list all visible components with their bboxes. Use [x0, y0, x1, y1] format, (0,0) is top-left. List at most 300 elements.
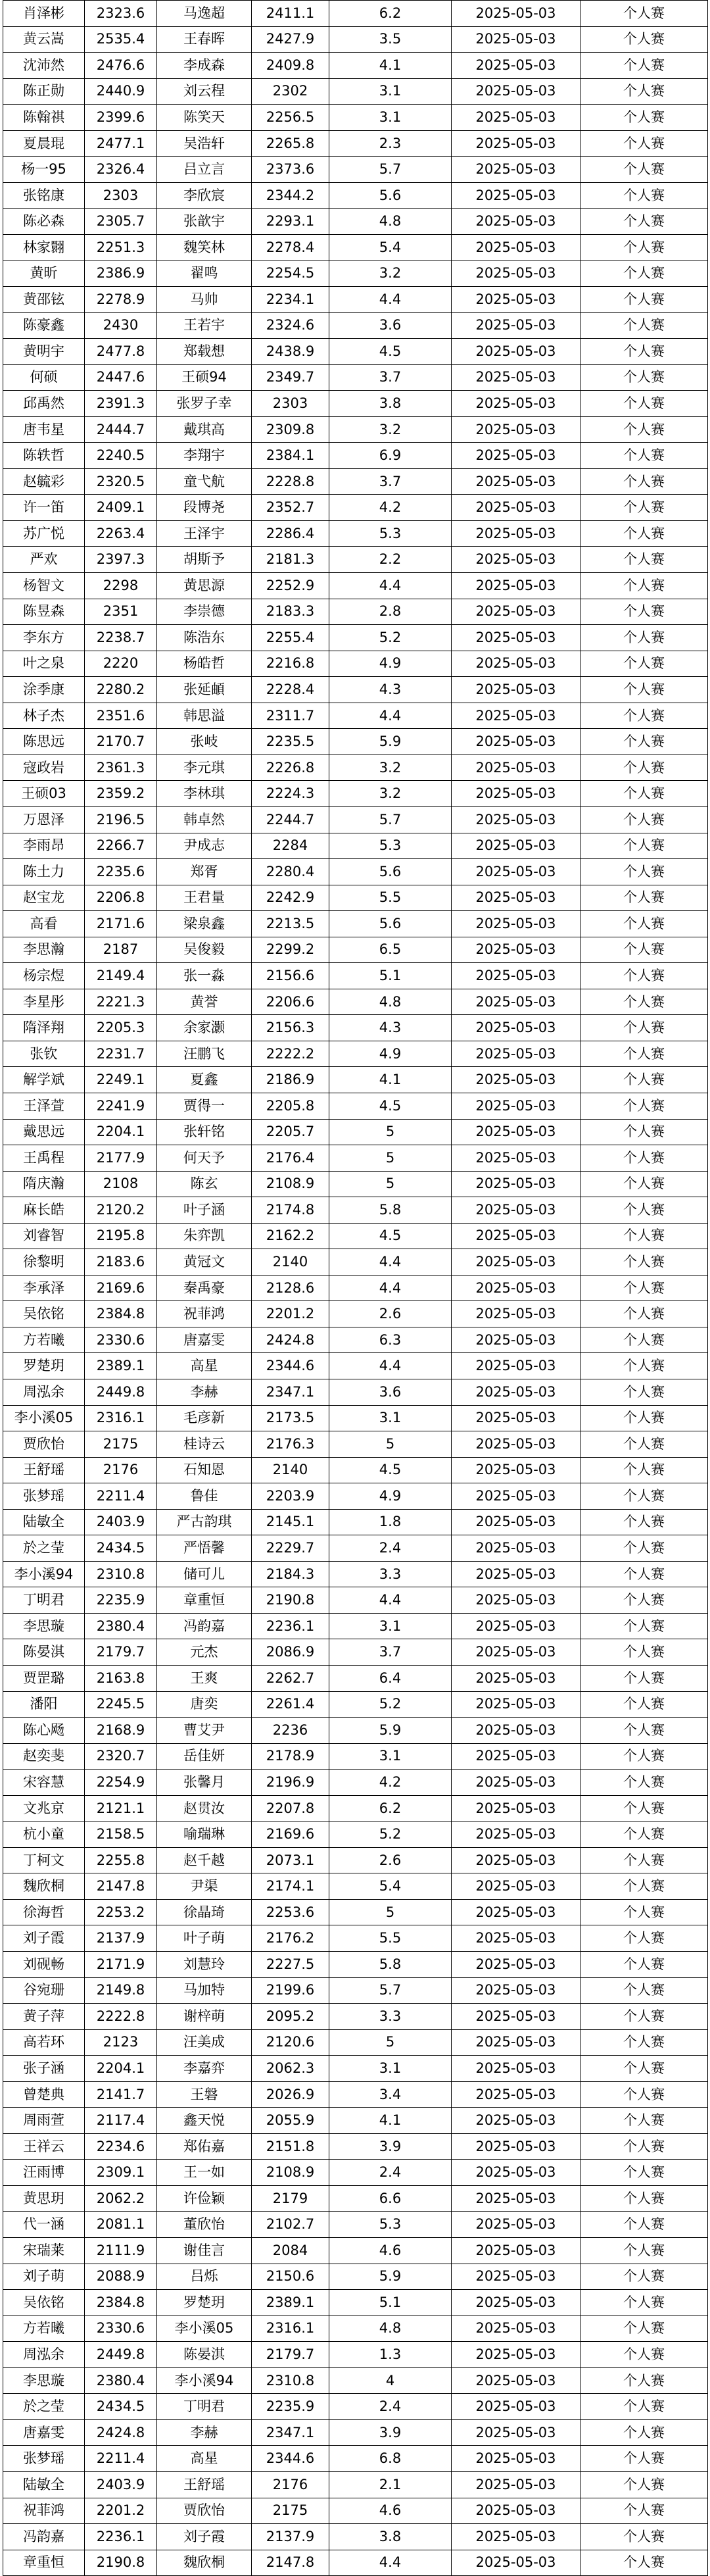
player-b-rating-cell: 2302 — [252, 78, 329, 105]
player-a-name-cell: 吴依铭 — [3, 2290, 85, 2316]
player-a-name-cell: 李思璇 — [3, 2367, 85, 2394]
table-row — [3, 2419, 708, 2446]
player-a-name-cell: 周雨萱 — [3, 2108, 85, 2134]
player-b-rating-cell: 2389.1 — [252, 2290, 329, 2316]
player-a-rating-cell: 2397.3 — [85, 547, 157, 573]
match-date-cell: 2025-05-03 — [452, 1145, 580, 1172]
table-row — [3, 1666, 708, 1692]
player-b-name-cell: 汪鹏飞 — [157, 1041, 252, 1067]
match-type-cell: 个人赛 — [580, 599, 708, 625]
match-date-cell: 2025-05-03 — [452, 2004, 580, 2030]
table-row — [3, 2550, 708, 2576]
match-type-cell: 个人赛 — [580, 1587, 708, 1614]
player-b-name-cell: 李嘉弈 — [157, 2056, 252, 2082]
player-b-rating-cell: 2227.5 — [252, 1952, 329, 1978]
player-b-name-cell: 王一如 — [157, 2160, 252, 2186]
player-b-name-cell: 董欣怡 — [157, 2212, 252, 2238]
player-a-rating-cell: 2195.8 — [85, 1223, 157, 1249]
player-a-rating-cell: 2147.8 — [85, 1873, 157, 1900]
player-b-name-cell: 谢梓萌 — [157, 2004, 252, 2030]
player-a-rating-cell: 2201.2 — [85, 2498, 157, 2524]
player-a-rating-cell: 2266.7 — [85, 833, 157, 859]
match-date-cell: 2025-05-03 — [452, 1353, 580, 1379]
player-b-name-cell: 李元琪 — [157, 755, 252, 781]
player-a-rating-cell: 2303 — [85, 182, 157, 209]
player-a-rating-cell: 2278.9 — [85, 287, 157, 313]
player-a-name-cell: 汪雨博 — [3, 2160, 85, 2186]
player-a-rating-cell: 2255.8 — [85, 1847, 157, 1873]
score-cell: 3.1 — [329, 78, 452, 105]
player-a-rating-cell: 2169.6 — [85, 1275, 157, 1301]
player-b-name-cell: 叶子涵 — [157, 1197, 252, 1224]
player-a-name-cell: 陆敏全 — [3, 1509, 85, 1535]
match-date-cell: 2025-05-03 — [452, 2498, 580, 2524]
table-row — [3, 260, 708, 287]
table-row — [3, 833, 708, 859]
table-row — [3, 911, 708, 937]
table-row — [3, 105, 708, 131]
match-date-cell: 2025-05-03 — [452, 2264, 580, 2290]
match-type-cell: 个人赛 — [580, 1457, 708, 1483]
match-type-cell: 个人赛 — [580, 2550, 708, 2576]
match-type-cell: 个人赛 — [580, 2524, 708, 2550]
player-b-rating-cell: 2310.8 — [252, 2367, 329, 2394]
match-date-cell: 2025-05-03 — [452, 989, 580, 1015]
score-cell: 4.4 — [329, 1353, 452, 1379]
player-b-name-cell: 陈浩东 — [157, 625, 252, 651]
table-row — [3, 2029, 708, 2056]
player-a-name-cell: 陈心飏 — [3, 1718, 85, 1744]
player-a-name-cell: 林子杰 — [3, 703, 85, 729]
table-row — [3, 182, 708, 209]
player-b-name-cell: 郑佑嘉 — [157, 2133, 252, 2160]
player-b-rating-cell: 2373.6 — [252, 157, 329, 183]
table-row — [3, 1171, 708, 1197]
player-b-name-cell: 黄思源 — [157, 573, 252, 599]
player-b-name-cell: 高星 — [157, 2446, 252, 2472]
table-row — [3, 1431, 708, 1458]
player-b-rating-cell: 2262.7 — [252, 1666, 329, 1692]
match-type-cell: 个人赛 — [580, 1379, 708, 1405]
player-a-rating-cell: 2424.8 — [85, 2419, 157, 2446]
player-b-rating-cell: 2280.4 — [252, 859, 329, 885]
player-a-name-cell: 唐韦星 — [3, 416, 85, 443]
match-date-cell: 2025-05-03 — [452, 182, 580, 209]
player-b-rating-cell: 2173.5 — [252, 1405, 329, 1431]
player-a-rating-cell: 2298 — [85, 573, 157, 599]
player-b-rating-cell: 2206.6 — [252, 989, 329, 1015]
player-a-rating-cell: 2409.1 — [85, 495, 157, 521]
table-row — [3, 937, 708, 963]
player-a-rating-cell: 2108 — [85, 1171, 157, 1197]
player-b-name-cell: 岳佳妍 — [157, 1743, 252, 1770]
player-b-name-cell: 王磐 — [157, 2081, 252, 2108]
player-a-name-cell: 夏晨琨 — [3, 130, 85, 157]
player-a-name-cell: 周泓余 — [3, 1379, 85, 1405]
match-date-cell: 2025-05-03 — [452, 1821, 580, 1848]
score-cell: 4.5 — [329, 1457, 452, 1483]
match-date-cell: 2025-05-03 — [452, 1249, 580, 1276]
match-type-cell: 个人赛 — [580, 703, 708, 729]
table-row — [3, 1899, 708, 1925]
player-b-name-cell: 胡斯予 — [157, 547, 252, 573]
table-row — [3, 547, 708, 573]
match-type-cell: 个人赛 — [580, 53, 708, 79]
player-a-name-cell: 沈沛然 — [3, 53, 85, 79]
match-date-cell: 2025-05-03 — [452, 495, 580, 521]
match-type-cell: 个人赛 — [580, 729, 708, 755]
player-a-name-cell: 黄子萍 — [3, 2004, 85, 2030]
player-b-name-cell: 鑫天悦 — [157, 2108, 252, 2134]
table-row — [3, 2471, 708, 2498]
table-row — [3, 1249, 708, 1276]
player-b-rating-cell: 2234.1 — [252, 287, 329, 313]
player-b-name-cell: 储可儿 — [157, 1561, 252, 1587]
player-b-name-cell: 唐奕 — [157, 1691, 252, 1718]
player-a-name-cell: 戴思远 — [3, 1119, 85, 1145]
table-row — [3, 625, 708, 651]
table-row — [3, 1770, 708, 1796]
score-cell: 4.5 — [329, 339, 452, 365]
table-row — [3, 1952, 708, 1978]
match-type-cell: 个人赛 — [580, 391, 708, 417]
player-b-name-cell: 郑胥 — [157, 859, 252, 885]
score-cell: 5.3 — [329, 520, 452, 547]
table-row — [3, 443, 708, 469]
match-date-cell: 2025-05-03 — [452, 625, 580, 651]
table-row — [3, 1275, 708, 1301]
player-b-rating-cell: 2181.3 — [252, 547, 329, 573]
player-a-rating-cell: 2120.2 — [85, 1197, 157, 1224]
table-row — [3, 2342, 708, 2368]
table-row — [3, 599, 708, 625]
player-b-name-cell: 童弋航 — [157, 468, 252, 495]
match-type-cell: 个人赛 — [580, 1483, 708, 1510]
player-a-rating-cell: 2238.7 — [85, 625, 157, 651]
match-date-cell: 2025-05-03 — [452, 1925, 580, 1952]
match-date-cell: 2025-05-03 — [452, 833, 580, 859]
player-a-name-cell: 谷宛珊 — [3, 1977, 85, 2004]
player-a-rating-cell: 2386.9 — [85, 260, 157, 287]
score-cell: 5 — [329, 1899, 452, 1925]
score-cell: 5 — [329, 1171, 452, 1197]
player-a-name-cell: 王硕03 — [3, 781, 85, 807]
table-row — [3, 2367, 708, 2394]
match-date-cell: 2025-05-03 — [452, 937, 580, 963]
table-row — [3, 2004, 708, 2030]
player-a-rating-cell: 2389.1 — [85, 1353, 157, 1379]
match-date-cell: 2025-05-03 — [452, 1171, 580, 1197]
player-b-name-cell: 贾欣怡 — [157, 2498, 252, 2524]
match-date-cell: 2025-05-03 — [452, 2029, 580, 2056]
table-row — [3, 157, 708, 183]
player-b-name-cell: 张一淼 — [157, 963, 252, 989]
player-b-rating-cell: 2184.3 — [252, 1561, 329, 1587]
player-b-name-cell: 夏鑫 — [157, 1067, 252, 1093]
match-type-cell: 个人赛 — [580, 1666, 708, 1692]
player-a-rating-cell: 2440.9 — [85, 78, 157, 105]
player-b-rating-cell: 2344.6 — [252, 2446, 329, 2472]
player-a-name-cell: 苏广悦 — [3, 520, 85, 547]
match-date-cell: 2025-05-03 — [452, 260, 580, 287]
player-a-rating-cell: 2222.8 — [85, 2004, 157, 2030]
table-row — [3, 1795, 708, 1821]
match-type-cell: 个人赛 — [580, 1301, 708, 1327]
match-date-cell: 2025-05-03 — [452, 1795, 580, 1821]
player-b-rating-cell: 2095.2 — [252, 2004, 329, 2030]
score-cell: 2.4 — [329, 1535, 452, 1562]
score-cell: 4.8 — [329, 209, 452, 235]
score-cell: 4.3 — [329, 1015, 452, 1041]
player-a-rating-cell: 2205.3 — [85, 1015, 157, 1041]
player-a-name-cell: 严欢 — [3, 547, 85, 573]
player-a-rating-cell: 2434.5 — [85, 1535, 157, 1562]
player-b-name-cell: 何天予 — [157, 1145, 252, 1172]
player-b-name-cell: 朱弈凯 — [157, 1223, 252, 1249]
match-date-cell: 2025-05-03 — [452, 1223, 580, 1249]
score-cell: 3.9 — [329, 2133, 452, 2160]
match-type-cell: 个人赛 — [580, 1275, 708, 1301]
score-cell: 3.4 — [329, 2081, 452, 2108]
player-b-name-cell: 陈晏淇 — [157, 2342, 252, 2368]
player-b-rating-cell: 2222.2 — [252, 1041, 329, 1067]
player-b-name-cell: 魏笑林 — [157, 234, 252, 260]
player-a-name-cell: 陈轶哲 — [3, 443, 85, 469]
match-type-cell: 个人赛 — [580, 2133, 708, 2160]
match-type-cell: 个人赛 — [580, 520, 708, 547]
match-date-cell: 2025-05-03 — [452, 468, 580, 495]
match-type-cell: 个人赛 — [580, 885, 708, 911]
player-b-name-cell: 元杰 — [157, 1639, 252, 1666]
score-cell: 3.2 — [329, 260, 452, 287]
match-type-cell: 个人赛 — [580, 1119, 708, 1145]
table-row — [3, 2081, 708, 2108]
player-b-name-cell: 谢佳言 — [157, 2238, 252, 2264]
table-row — [3, 2160, 708, 2186]
player-b-rating-cell: 2236 — [252, 1718, 329, 1744]
player-b-name-cell: 吴浩轩 — [157, 130, 252, 157]
player-b-name-cell: 严悟馨 — [157, 1535, 252, 1562]
player-b-name-cell: 吴俊毅 — [157, 937, 252, 963]
player-a-rating-cell: 2249.1 — [85, 1067, 157, 1093]
match-type-cell: 个人赛 — [580, 468, 708, 495]
score-cell: 5.5 — [329, 885, 452, 911]
player-b-rating-cell: 2062.3 — [252, 2056, 329, 2082]
player-b-name-cell: 戴琪高 — [157, 416, 252, 443]
player-a-rating-cell: 2449.8 — [85, 2342, 157, 2368]
player-a-name-cell: 黄云嵩 — [3, 26, 85, 53]
player-b-name-cell: 李成森 — [157, 53, 252, 79]
match-date-cell: 2025-05-03 — [452, 105, 580, 131]
player-a-rating-cell: 2351 — [85, 599, 157, 625]
match-date-cell: 2025-05-03 — [452, 1379, 580, 1405]
player-b-rating-cell: 2226.8 — [252, 755, 329, 781]
player-a-rating-cell: 2171.6 — [85, 911, 157, 937]
match-date-cell: 2025-05-03 — [452, 209, 580, 235]
score-cell: 5.7 — [329, 806, 452, 833]
player-b-rating-cell: 2411.1 — [252, 1, 329, 27]
match-type-cell: 个人赛 — [580, 1899, 708, 1925]
score-cell: 3.5 — [329, 26, 452, 53]
match-date-cell: 2025-05-03 — [452, 2212, 580, 2238]
match-date-cell: 2025-05-03 — [452, 443, 580, 469]
match-type-cell: 个人赛 — [580, 1639, 708, 1666]
player-b-rating-cell: 2120.6 — [252, 2029, 329, 2056]
match-type-cell: 个人赛 — [580, 157, 708, 183]
player-b-rating-cell: 2278.4 — [252, 234, 329, 260]
table-row — [3, 677, 708, 703]
match-date-cell: 2025-05-03 — [452, 806, 580, 833]
player-b-rating-cell: 2309.8 — [252, 416, 329, 443]
match-date-cell: 2025-05-03 — [452, 885, 580, 911]
match-type-cell: 个人赛 — [580, 1223, 708, 1249]
match-type-cell: 个人赛 — [580, 2108, 708, 2134]
player-a-name-cell: 周泓余 — [3, 2342, 85, 2368]
table-row — [3, 1353, 708, 1379]
player-a-rating-cell: 2111.9 — [85, 2238, 157, 2264]
match-date-cell: 2025-05-03 — [452, 755, 580, 781]
score-cell: 5.3 — [329, 2212, 452, 2238]
player-b-rating-cell: 2349.7 — [252, 364, 329, 391]
player-b-name-cell: 李欣宸 — [157, 182, 252, 209]
player-b-rating-cell: 2201.2 — [252, 1301, 329, 1327]
table-row — [3, 1327, 708, 1353]
match-type-cell: 个人赛 — [580, 937, 708, 963]
player-b-rating-cell: 2213.5 — [252, 911, 329, 937]
score-cell: 4.8 — [329, 2316, 452, 2342]
player-b-name-cell: 张轩铭 — [157, 1119, 252, 1145]
score-cell: 5.8 — [329, 1952, 452, 1978]
score-cell: 5.5 — [329, 1925, 452, 1952]
player-b-name-cell: 赵千越 — [157, 1847, 252, 1873]
player-b-name-cell: 高星 — [157, 1353, 252, 1379]
player-b-rating-cell: 2174.1 — [252, 1873, 329, 1900]
score-cell: 3.6 — [329, 1379, 452, 1405]
player-b-name-cell: 马逸超 — [157, 1, 252, 27]
score-cell: 2.6 — [329, 1847, 452, 1873]
score-cell: 4.9 — [329, 651, 452, 677]
player-b-rating-cell: 2179.7 — [252, 2342, 329, 2368]
player-b-rating-cell: 2293.1 — [252, 209, 329, 235]
table-row — [3, 1, 708, 27]
score-cell: 5 — [329, 2029, 452, 2056]
player-b-rating-cell: 2424.8 — [252, 1327, 329, 1353]
match-date-cell: 2025-05-03 — [452, 1847, 580, 1873]
match-date-cell: 2025-05-03 — [452, 2290, 580, 2316]
player-a-name-cell: 隋庆瀚 — [3, 1171, 85, 1197]
match-type-cell: 个人赛 — [580, 2185, 708, 2212]
player-b-name-cell: 韩思溢 — [157, 703, 252, 729]
player-b-name-cell: 王若宇 — [157, 312, 252, 339]
player-b-rating-cell: 2174.8 — [252, 1197, 329, 1224]
match-date-cell: 2025-05-03 — [452, 1509, 580, 1535]
player-a-rating-cell: 2187 — [85, 937, 157, 963]
player-b-name-cell: 马帅 — [157, 287, 252, 313]
player-a-name-cell: 贾罡璐 — [3, 1666, 85, 1692]
player-a-rating-cell: 2254.9 — [85, 1770, 157, 1796]
player-a-name-cell: 李东方 — [3, 625, 85, 651]
player-a-name-cell: 杨宗煜 — [3, 963, 85, 989]
match-date-cell: 2025-05-03 — [452, 1770, 580, 1796]
score-cell: 5.7 — [329, 1977, 452, 2004]
score-cell: 4.4 — [329, 287, 452, 313]
table-row — [3, 209, 708, 235]
player-b-name-cell: 赵贯汝 — [157, 1795, 252, 1821]
player-a-rating-cell: 2380.4 — [85, 2367, 157, 2394]
player-a-name-cell: 李小溪05 — [3, 1405, 85, 1431]
player-a-rating-cell: 2149.4 — [85, 963, 157, 989]
match-date-cell: 2025-05-03 — [452, 1, 580, 27]
player-a-name-cell: 林家翾 — [3, 234, 85, 260]
table-row — [3, 234, 708, 260]
match-date-cell: 2025-05-03 — [452, 2471, 580, 2498]
score-cell: 5.2 — [329, 1691, 452, 1718]
player-a-name-cell: 代一涵 — [3, 2212, 85, 2238]
player-b-name-cell: 章重恒 — [157, 1587, 252, 1614]
match-type-cell: 个人赛 — [580, 651, 708, 677]
table-row — [3, 1457, 708, 1483]
player-b-rating-cell: 2169.6 — [252, 1821, 329, 1848]
match-type-cell: 个人赛 — [580, 1171, 708, 1197]
table-row — [3, 755, 708, 781]
score-cell: 4.2 — [329, 495, 452, 521]
score-cell: 4.6 — [329, 2238, 452, 2264]
table-row — [3, 1639, 708, 1666]
player-a-name-cell: 陈晏淇 — [3, 1639, 85, 1666]
player-b-name-cell: 王君量 — [157, 885, 252, 911]
player-a-rating-cell: 2444.7 — [85, 416, 157, 443]
player-b-rating-cell: 2438.9 — [252, 339, 329, 365]
match-type-cell: 个人赛 — [580, 1509, 708, 1535]
player-a-name-cell: 涂季康 — [3, 677, 85, 703]
score-cell: 3.2 — [329, 416, 452, 443]
match-type-cell: 个人赛 — [580, 859, 708, 885]
match-type-cell: 个人赛 — [580, 1743, 708, 1770]
score-cell: 4.6 — [329, 2498, 452, 2524]
player-a-name-cell: 王祥云 — [3, 2133, 85, 2160]
player-a-name-cell: 潘阳 — [3, 1691, 85, 1718]
table-row — [3, 1041, 708, 1067]
match-type-cell: 个人赛 — [580, 495, 708, 521]
match-type-cell: 个人赛 — [580, 1535, 708, 1562]
player-b-name-cell: 张延頔 — [157, 677, 252, 703]
player-a-rating-cell: 2163.8 — [85, 1666, 157, 1692]
table-row — [3, 130, 708, 157]
player-b-rating-cell: 2316.1 — [252, 2316, 329, 2342]
player-b-rating-cell: 2256.5 — [252, 105, 329, 131]
score-cell: 4.4 — [329, 573, 452, 599]
table-row — [3, 1067, 708, 1093]
player-b-rating-cell: 2137.9 — [252, 2524, 329, 2550]
score-cell: 4.9 — [329, 1041, 452, 1067]
match-date-cell: 2025-05-03 — [452, 53, 580, 79]
player-b-rating-cell: 2235.5 — [252, 729, 329, 755]
score-cell: 5 — [329, 1119, 452, 1145]
match-date-cell: 2025-05-03 — [452, 781, 580, 807]
table-row — [3, 1925, 708, 1952]
match-date-cell: 2025-05-03 — [452, 859, 580, 885]
table-row — [3, 1405, 708, 1431]
score-cell: 3.2 — [329, 781, 452, 807]
player-a-rating-cell: 2380.4 — [85, 1613, 157, 1639]
table-row — [3, 520, 708, 547]
match-type-cell: 个人赛 — [580, 287, 708, 313]
player-a-rating-cell: 2359.2 — [85, 781, 157, 807]
table-row — [3, 1613, 708, 1639]
player-b-rating-cell: 2236.1 — [252, 1613, 329, 1639]
table-row — [3, 1743, 708, 1770]
table-row — [3, 339, 708, 365]
